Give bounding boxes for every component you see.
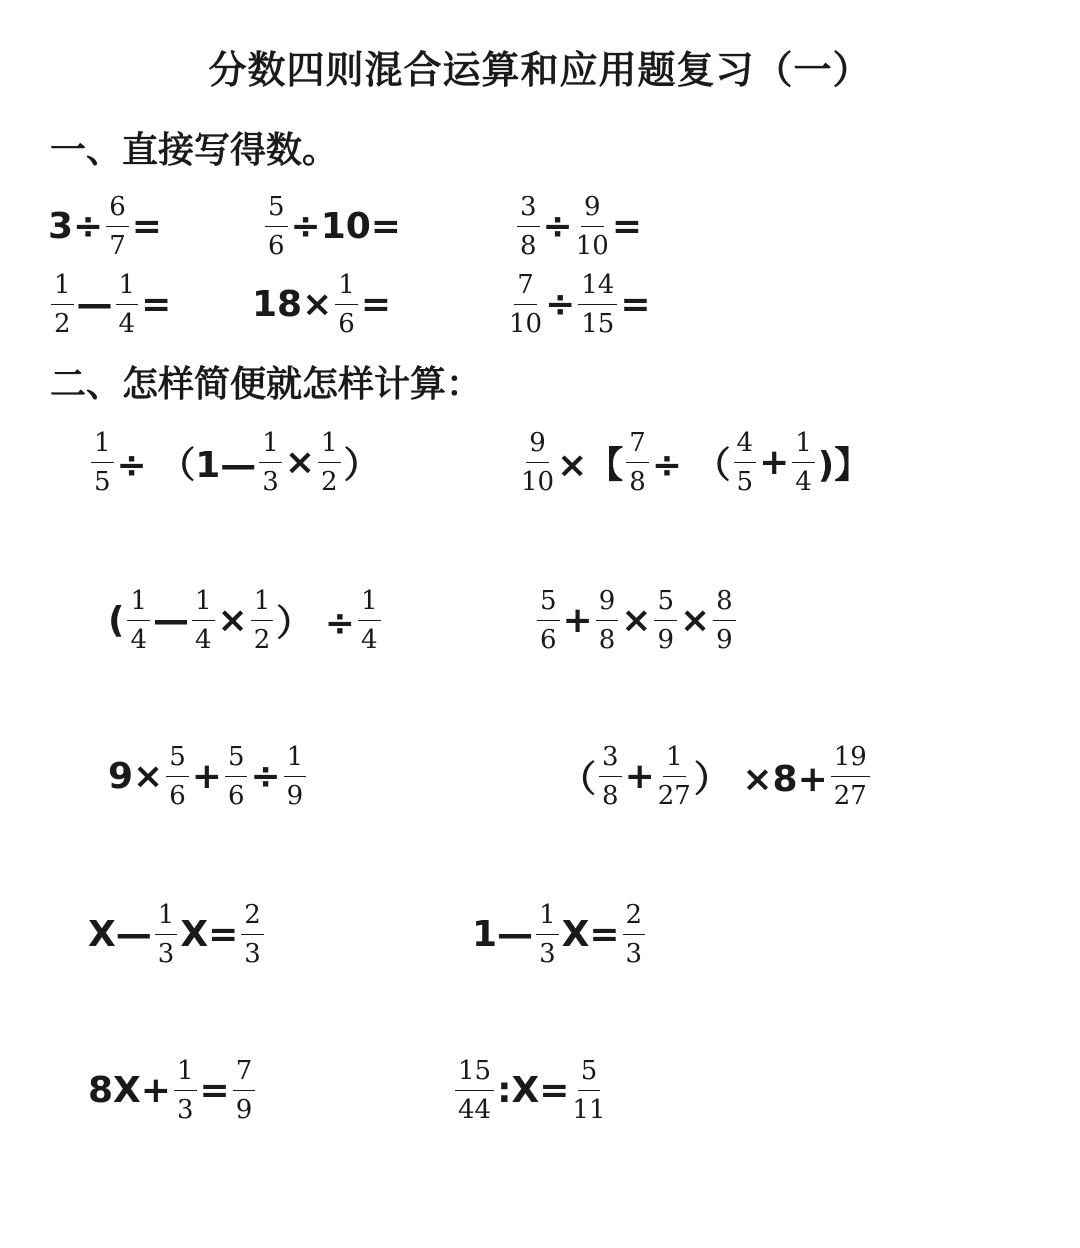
- numerator: 3: [599, 740, 622, 777]
- equals-sign: =: [611, 205, 642, 247]
- denominator: 3: [244, 938, 261, 969]
- operator: ） ×8+: [693, 758, 828, 800]
- denominator: 8: [520, 230, 537, 261]
- denominator: 7: [109, 230, 126, 261]
- equation-2-8: [472, 894, 648, 974]
- numerator: 2: [623, 898, 646, 935]
- denominator: 6: [227, 780, 245, 811]
- numerator: 1: [792, 426, 815, 463]
- numerator: 5: [654, 584, 677, 621]
- fraction: [734, 426, 757, 499]
- denominator: 3: [539, 938, 556, 969]
- operator: ÷ （: [651, 444, 731, 486]
- numerator: 1: [536, 898, 559, 935]
- denominator: 15: [581, 308, 615, 339]
- numerator: 4: [734, 426, 757, 463]
- numerator: 3: [517, 190, 540, 227]
- fraction: [225, 740, 248, 813]
- denominator: 27: [657, 780, 691, 811]
- numerator: 5: [265, 190, 288, 227]
- numerator: 1: [335, 268, 358, 305]
- fraction: [509, 268, 542, 341]
- exercise-1-6: [506, 264, 651, 344]
- operand: 3÷: [48, 205, 104, 247]
- operator: ） ÷: [276, 602, 355, 644]
- operand: 1—: [472, 913, 534, 955]
- page-title: 分数四则混合运算和应用题复习（一）: [208, 48, 872, 92]
- denominator: 5: [94, 466, 111, 497]
- denominator: 8: [602, 780, 619, 811]
- operator: ×: [217, 599, 248, 641]
- numerator: 2: [241, 898, 264, 935]
- equals-sign: =: [141, 283, 172, 325]
- operator: X=: [180, 913, 239, 955]
- exercise-1-3: [514, 186, 642, 266]
- equals-sign: =: [360, 283, 391, 325]
- numerator: 1: [251, 584, 274, 621]
- fraction: [626, 426, 649, 499]
- operator: ×【: [557, 444, 624, 486]
- bracket: （: [560, 758, 597, 800]
- fraction: [51, 268, 74, 341]
- denominator: 4: [118, 308, 136, 339]
- fraction: [155, 898, 178, 971]
- numerator: 7: [233, 1054, 256, 1091]
- numerator: 1: [663, 740, 686, 777]
- denominator: 6: [338, 308, 355, 339]
- fraction: [318, 426, 341, 499]
- fraction: [284, 740, 307, 813]
- numerator: 5: [225, 740, 248, 777]
- numerator: 8: [713, 584, 736, 621]
- fraction: [127, 584, 150, 657]
- bracket: ）: [343, 444, 380, 486]
- equals-sign: =: [620, 283, 651, 325]
- fraction: [576, 190, 609, 263]
- operator: +: [624, 755, 655, 797]
- exercise-1-1: [48, 186, 162, 266]
- equals-sign: =: [131, 205, 162, 247]
- denominator: 6: [268, 230, 285, 261]
- fraction: [537, 584, 560, 657]
- operator: —: [153, 599, 189, 641]
- fraction: [259, 426, 282, 499]
- fraction: [578, 268, 617, 341]
- operator: +: [759, 441, 790, 483]
- denominator: 3: [262, 466, 279, 497]
- fraction: [233, 1054, 256, 1127]
- denominator: 4: [130, 624, 147, 655]
- denominator: 11: [572, 1094, 606, 1125]
- exercise-1-5: [252, 264, 391, 344]
- fraction: [335, 268, 358, 341]
- operand: X—: [88, 913, 152, 955]
- numerator: 9: [596, 584, 619, 621]
- fraction: [792, 426, 815, 499]
- operator: ÷: [250, 755, 281, 797]
- fraction: [241, 898, 264, 971]
- numerator: 1: [91, 426, 114, 463]
- operator: :X=: [497, 1069, 570, 1111]
- fraction: [106, 190, 129, 263]
- numerator: 7: [514, 268, 537, 305]
- denominator: 4: [795, 466, 812, 497]
- numerator: 6: [106, 190, 129, 227]
- numerator: 9: [581, 190, 604, 227]
- fraction: [91, 426, 114, 499]
- fraction: [654, 584, 677, 657]
- numerator: 7: [626, 426, 649, 463]
- equation-2-10: [452, 1050, 609, 1130]
- operand: 8X+: [88, 1069, 171, 1111]
- operator: ÷10=: [290, 205, 401, 247]
- fraction: [192, 584, 215, 657]
- fraction: [831, 740, 870, 813]
- operand: 9×: [108, 755, 164, 797]
- fraction: [536, 898, 559, 971]
- operator: +: [562, 599, 593, 641]
- equation-2-7: [88, 894, 267, 974]
- exercise-1-4: [48, 264, 171, 344]
- operator: ÷: [542, 205, 573, 247]
- denominator: 9: [657, 624, 674, 655]
- denominator: 10: [521, 466, 555, 497]
- fraction: [599, 740, 622, 813]
- fraction: [265, 190, 288, 263]
- bracket: )】: [817, 444, 871, 486]
- denominator: 3: [157, 938, 175, 969]
- fraction: [455, 1054, 494, 1127]
- denominator: 8: [629, 466, 646, 497]
- denominator: 8: [598, 624, 616, 655]
- exercise-2-2: [518, 422, 870, 502]
- denominator: 44: [458, 1094, 492, 1125]
- operator: ×: [621, 599, 652, 641]
- denominator: 10: [509, 308, 543, 339]
- denominator: 4: [360, 624, 378, 655]
- fraction: [517, 190, 540, 263]
- operator: X=: [561, 913, 620, 955]
- denominator: 2: [321, 466, 338, 497]
- denominator: 3: [176, 1094, 194, 1125]
- numerator: 1: [192, 584, 215, 621]
- exercise-2-6: [560, 736, 873, 816]
- denominator: 2: [253, 624, 271, 655]
- numerator: 1: [284, 740, 307, 777]
- numerator: 1: [174, 1054, 197, 1091]
- exercise-2-3: [108, 580, 384, 660]
- denominator: 9: [235, 1094, 253, 1125]
- fraction: [658, 740, 691, 813]
- numerator: 5: [578, 1054, 601, 1091]
- fraction: [521, 426, 554, 499]
- denominator: 4: [195, 624, 212, 655]
- numerator: 9: [526, 426, 549, 463]
- section-heading-simplify: 二、怎样简便就怎样计算：: [50, 364, 483, 405]
- operator: ×: [284, 441, 316, 483]
- fraction: [166, 740, 189, 813]
- denominator: 2: [54, 308, 71, 339]
- numerator: 15: [455, 1054, 494, 1091]
- numerator: 5: [166, 740, 189, 777]
- numerator: 5: [537, 584, 560, 621]
- exercise-2-5: [108, 736, 309, 816]
- operand: 18×: [252, 283, 333, 325]
- denominator: 10: [575, 230, 609, 261]
- fraction: [358, 584, 381, 657]
- operator: =: [199, 1069, 230, 1111]
- operator: ÷ （1—: [116, 444, 257, 486]
- exercise-1-2: [262, 186, 401, 266]
- denominator: 27: [833, 780, 867, 811]
- section-heading-direct-answers: 一、直接写得数。: [50, 130, 339, 171]
- numerator: 1: [127, 584, 150, 621]
- denominator: 9: [286, 780, 304, 811]
- numerator: 1: [155, 898, 178, 935]
- denominator: 5: [736, 466, 754, 497]
- operator: +: [191, 755, 222, 797]
- fraction: [251, 584, 274, 657]
- fraction: [596, 584, 619, 657]
- denominator: 6: [540, 624, 557, 655]
- numerator: 1: [318, 426, 341, 463]
- fraction: [713, 584, 736, 657]
- exercise-2-1: [88, 422, 380, 502]
- numerator: 19: [831, 740, 870, 777]
- operator: —: [76, 283, 113, 325]
- operator: ×: [679, 599, 711, 641]
- fraction: [572, 1054, 605, 1127]
- fraction: [174, 1054, 197, 1127]
- equation-2-9: [88, 1050, 258, 1130]
- numerator: 1: [358, 584, 381, 621]
- operator: ÷: [545, 283, 576, 325]
- bracket: (: [108, 599, 125, 641]
- numerator: 1: [259, 426, 282, 463]
- exercise-2-4: [534, 580, 739, 660]
- fraction: [623, 898, 646, 971]
- fraction: [116, 268, 139, 341]
- numerator: 1: [116, 268, 139, 305]
- numerator: 14: [578, 268, 617, 305]
- denominator: 9: [716, 624, 733, 655]
- denominator: 3: [625, 938, 643, 969]
- denominator: 6: [169, 780, 186, 811]
- numerator: 1: [51, 268, 74, 305]
